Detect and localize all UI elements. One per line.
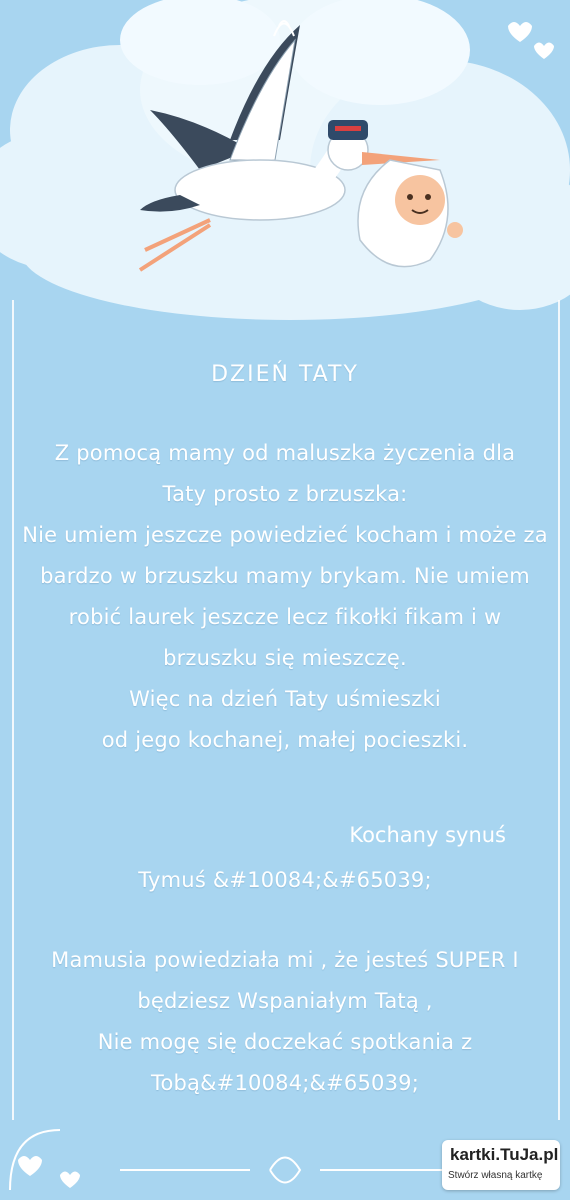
card-title: DZIEŃ TATY	[211, 362, 359, 387]
logo-name: kartki.TuJa.pl	[450, 1145, 559, 1164]
wishes-text	[20, 433, 550, 761]
wishes-line: Nie umiem jeszcze powiedzieć kocham i może za	[22, 523, 548, 547]
top-ornament-icon	[264, 6, 304, 46]
mom-message-line: Mamusia powiedziała mi , że jesteś SUPER I	[51, 948, 519, 972]
mom-message-line: Nie mogę się doczekać spotkania z	[97, 1030, 473, 1054]
signature-right: Kochany synuś	[349, 823, 506, 847]
stork-with-baby-illustration	[110, 20, 480, 280]
wishes-line: brzuszku się mieszczę.	[163, 646, 407, 670]
wishes-line: od jego kochanej, małej pocieszki.	[101, 728, 469, 752]
wishes-line: Więc na dzień Taty uśmieszki	[129, 687, 441, 711]
logo-tagline: Stwórz własną kartkę	[448, 1170, 543, 1181]
kartki-logo[interactable]	[442, 1140, 560, 1190]
mom-message	[20, 940, 550, 1104]
wishes-line: bardzo w brzuszku mamy brykam. Nie umiem	[40, 564, 530, 588]
hearts-corner-icon	[500, 6, 564, 70]
wishes-line: robić laurek jeszcze lecz fikołki fikam i w	[68, 605, 502, 629]
mom-message-line: Tobą&#10084;&#65039;	[150, 1071, 419, 1095]
signature: Tymuś &#10084;&#65039;	[138, 868, 432, 892]
wishes-line: Taty prosto z brzuszka:	[162, 482, 408, 506]
wishes-line: Z pomocą mamy od maluszka życzenia dla	[54, 441, 516, 465]
mom-message-line: będziesz Wspaniałym Tatą ,	[137, 989, 433, 1013]
